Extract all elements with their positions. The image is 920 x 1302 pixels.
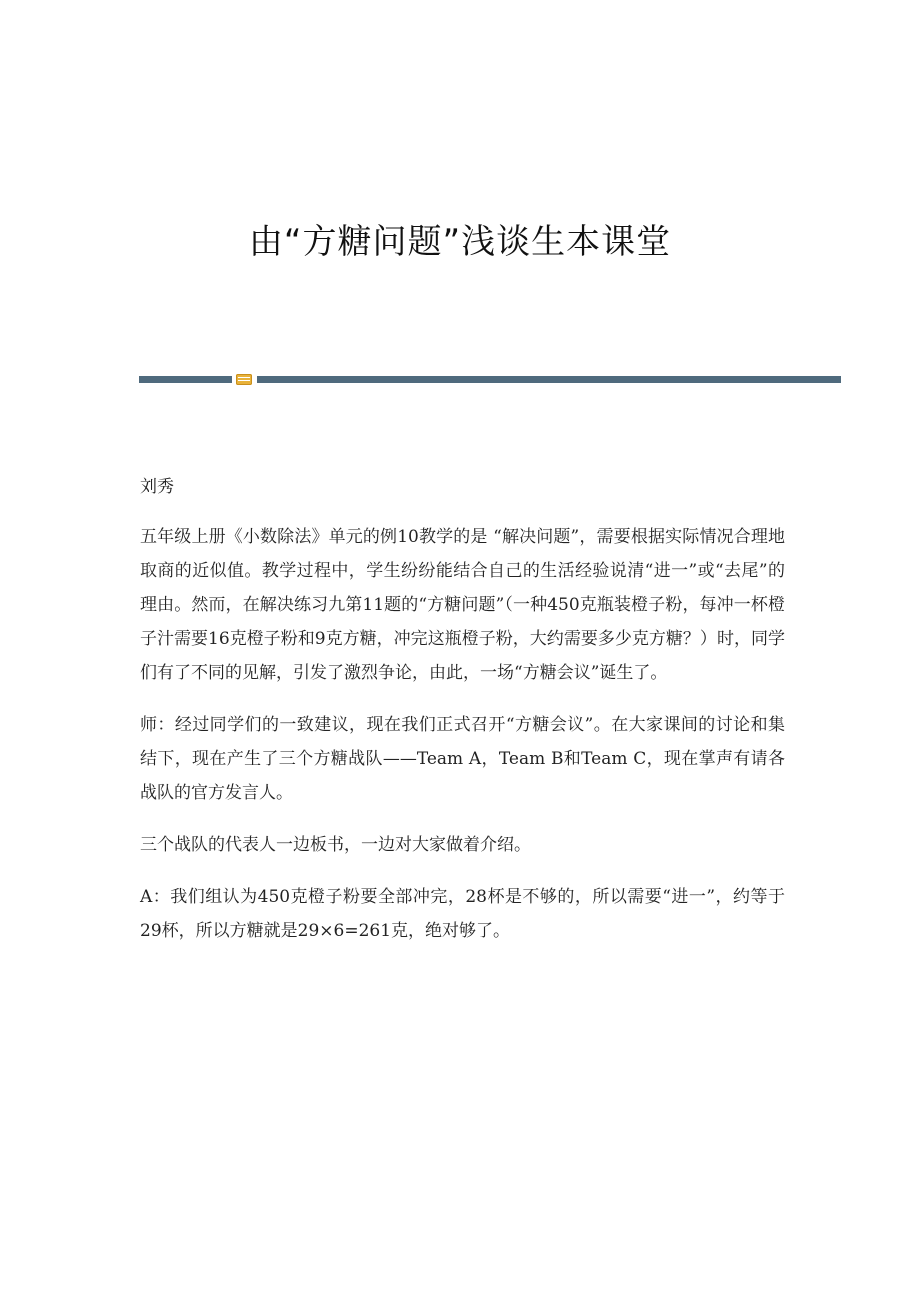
author-name: 刘秀: [140, 477, 174, 497]
title-divider: [139, 374, 841, 385]
paragraph-1: 五年级上册《小数除法》单元的例10教学的是 “解决问题”，需要根据实际情况合理地取商的近似值。教学过程中，学生纷纷能结合自己的生活经验说清“进一”或“去尾”的理由。然而，在解决练习九第11题的“方糖问题”（一种450克瓶装橙子粉，每冲一杯橙子汁需要16克橙子粉和9克方糖，冲完这瓶橙子粉，大约需要多少克方糖？）时，同学们有了不同的见解，引发了激烈争论，由此，一场“方糖会议”诞生了。: [140, 527, 785, 683]
paragraph-3: 三个战队的代表人一边板书，一边对大家做着介绍。: [140, 835, 531, 855]
paragraph-2: 师：经过同学们的一致建议，现在我们正式召开“方糖会议”。在大家课间的讨论和集结下，现在产生了三个方糖战队——Team A，Team B和Team C，现在掌声有请各战队的官方发言人。: [140, 715, 785, 803]
document-body: [140, 470, 785, 966]
document-title: 由“方糖问题”浅谈生本课堂: [248, 222, 672, 262]
paragraph-4: A：我们组认为450克橙子粉要全部冲完，28杯是不够的，所以需要“进一”，约等于29杯，所以方糖就是29×6=261克，绝对够了。: [140, 887, 785, 941]
divider-ornament-icon: [236, 374, 252, 385]
divider-bar-right: [257, 376, 841, 383]
divider-bar-left: [139, 376, 232, 383]
